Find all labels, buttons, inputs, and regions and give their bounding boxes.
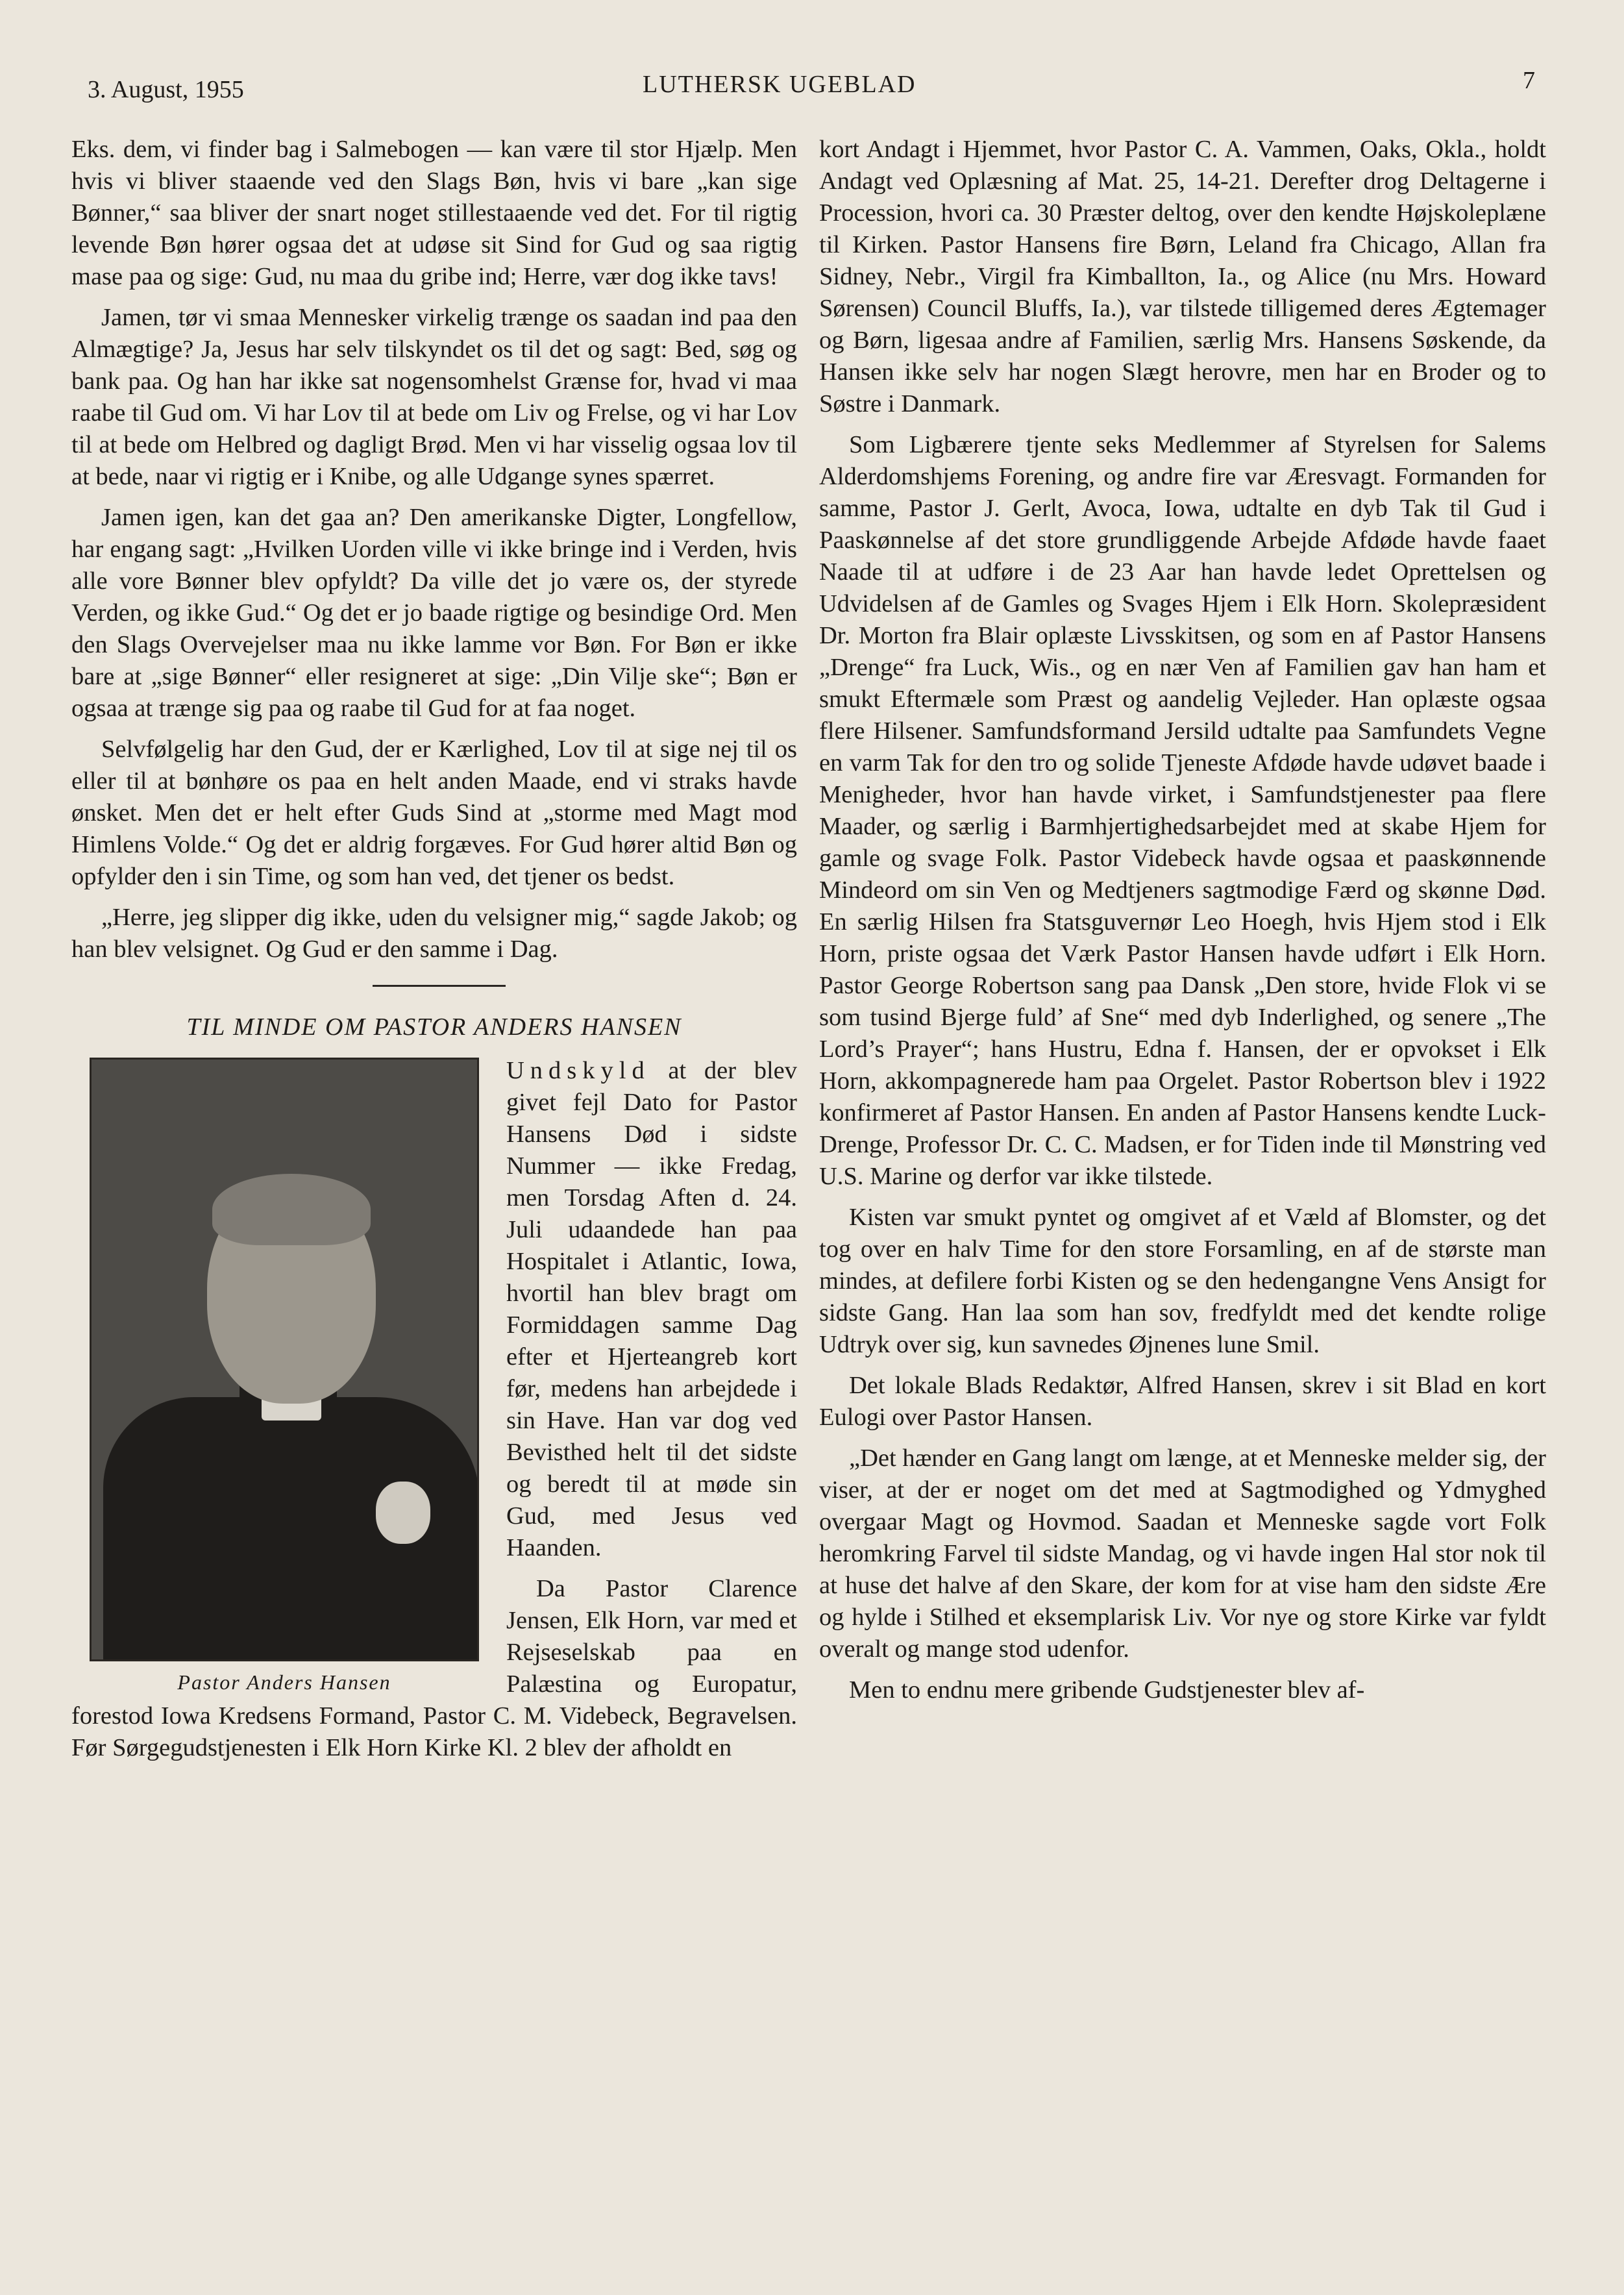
left-column xyxy=(71,134,797,1773)
portrait-photo xyxy=(90,1058,479,1661)
article-paragraph: Men to endnu mere gribende Gudstjenester blev af- xyxy=(849,1676,1365,1704)
publication-title: LUTHERSK UGEBLAD xyxy=(643,71,917,98)
article-paragraph: Eks. dem, vi finder bag i Salmebogen — kan være til stor Hjælp. Men hvis vi bliver staaende ved den Slags Bøn, hvis vi bare „kan sige Bønner,“ saa bliver der snart noget stillestaaende ved det. For til rigtig levende Bøn hører ogsaa det at udøse sit Sind for Gud og saa rigtig mase paa og sige: Gud, nu maa du gribe ind; Herre, vær dog ikke tavs! xyxy=(71,136,797,290)
photo-caption: Pastor Anders Hansen xyxy=(177,1670,391,1694)
article-paragraph: Kisten var smukt pyntet og omgivet af et Væld af Blomster, og det tog over en halv Time for den store Forsamling, en af de største man mindes, at defilere forbi Kisten og se den hedengangne Vens Ansigt for sidste Gang. Han laa som han sov, fredfyldt med det kendte rolige Udtryk over sig, kun savnedes Øjnenes lune Smil. xyxy=(819,1204,1546,1358)
portrait-figure xyxy=(90,1058,479,1698)
article-paragraph: kort Andagt i Hjemmet, hvor Pastor C. A. Vammen, Oaks, Okla., holdt Andagt ved Oplæsning af Mat. 25, 14-21. Derefter drog Deltagerne i Procession, hvori ca. 30 Præster deltog, over den kendte Højskoleplæne til Kirken. Pastor Hansens fire Børn, Leland fra Chicago, Allan fra Sidney, Nebr., Virgil fra Kimballton, Ia., og Alice (nu Mrs. Howard Sørensen) Council Bluffs, Ia.), var tilstede tilligemed deres Ægtemager og Børn, ligesaa andre af Familien, særlig Mrs. Hansens Søskende, da Hansen ikke selv har nogen Slægt herovre, men har en Broder og to Søstre i Danmark. xyxy=(819,136,1546,417)
right-column xyxy=(819,134,1546,1715)
article-paragraph: Jamen, tør vi smaa Mennesker virkelig trænge os saadan ind paa den Almægtige? Ja, Jesus har selv tilskyndet os til det og sagt: Bed, søg og bank paa. Og han har ikke sat nogensomhelst Grænse for, hvad vi maa raabe til Gud om. Vi har Lov til at bede om Liv og Frelse, og vi har Lov til at bede om Helbred og dagligt Brød. Men vi har visselig ogsaa lov til at bede, naar vi rigtig er i Knibe, og alle Udgange synes spærret. xyxy=(71,304,797,490)
flower-icon xyxy=(376,1482,430,1544)
section-divider xyxy=(373,985,506,987)
article-paragraph: Selvfølgelig har den Gud, der er Kærlighed, Lov til at sige nej til os eller til at bønhøre os paa en helt anden Maade, end vi straks havde ønsket. Men det er helt efter Guds Sind at „storme med Magt mod Himlens Volde.“ Og det er aldrig forgæves. For Gud hører altid Bøn og opfylder den i sin Time, og som han ved, det tjener os bedst. xyxy=(71,736,797,890)
article-paragraph: „Det hænder en Gang langt om længe, at et Menneske melder sig, der viser, at der er noget om det med at Sagtmodighed og Ydmyghed overgaar Magt og Hovmod. Saadan et Menneske sagde vort Folk heromkring Farvel til sidste Mandag, og vi havde ingen Hal stor nok til at huse det halve af den Skare, der kom for at vise ham den sidste Ære og hylde i Stilhed et eksemplarisk Liv. Vor nye og store Kirke var fyldt overalt og mange stod udenfor. xyxy=(819,1445,1546,1663)
article-paragraph: „Herre, jeg slipper dig ikke, uden du velsigner mig,“ sagde Jakob; og han blev velsignet. Og Gud er den samme i Dag. xyxy=(71,904,797,963)
page-header xyxy=(88,66,1535,105)
article-paragraph: Det lokale Blads Redaktør, Alfred Hansen, skrev i sit Blad en kort Eulogi over Pastor Hansen. xyxy=(819,1372,1546,1431)
issue-date: 3. August, 1955 xyxy=(88,76,244,103)
memorial-lead-word: Undskyld xyxy=(506,1057,650,1084)
article-paragraph: Jamen igen, kan det gaa an? Den amerikanske Digter, Longfellow, har engang sagt: „Hvilken Uorden ville vi ikke bringe ind i Verden, hvis alle vore Bønner blev opfyldt? Da ville det jo være os, der styrede Verden, og ikke Gud.“ Og det er jo baade rigtige og besindige Ord. Men den Slags Overvejelser maa nu ikke lamme vor Bøn. For Bøn er ikke bare at „sige Bønner“ eller resigneret at sige: „Din Vilje ske“; Bøn er ogsaa at trænge sig paa og raabe til Gud for at faa noget. xyxy=(71,504,797,722)
article-paragraph: Som Ligbærere tjente seks Medlemmer af Styrelsen for Salems Alderdomshjems Forening, og andre fire var Æresvagt. Formanden for samme, Pastor J. Gerlt, Avoca, Iowa, udtalte en dyb Tak til Gud i Paaskønnelse af det store grundliggende Arbejde Afdøde havde faaet Naade til at udføre i de 23 Aar han havde ledet Oprettelsen og Udvidelsen af de Gamles og Svages Hjem i Elk Horn. Skolepræsident Dr. Morton fra Blair oplæste Livsskitsen, og som en af Pastor Hansens „Drenge“ fra Luck, Wis., og en nær Ven af Familien gav han ham et smukt Eftermæle som Præst og aandelig Vejleder. Han oplæste ogsaa flere Hilsener. Samfundsformand Jersild udtalte paa Samfundets Vegne en varm Tak for den tro og solide Tjeneste Afdøde havde udøvet baade i Menigheder, hvor han havde virket, i Samfundstjenester paa flere Maader, og særlig i Barmhjertighedsarbejdet med at skabe Hjem for gamle og svage Folk. Pastor Videbeck havde ogsaa et paaskønnende Mindeord om sin Ven og Medtjeners sagtmodige Færd og skønne Død. En særlig Hilsen fra Statsguvernør Leo Hoegh, hvis Hjem stod i Elk Horn, priste ogsaa det Værk Pastor Hansen havde udført i Elk Horn. Pastor George Robertson sang paa Dansk „Den store, hvide Flok vi se som tusind Bjerge fuld’ af Sne“ med dyb Inderlighed, og senere „The Lord’s Prayer“; hans Hustru, Edna f. Hansen, der er opvokset i Elk Horn, akkompagnerede ham paa Orgelet. Pastor Robertson blev i 1922 konfirmeret af Pastor Hansen. En anden af Pastor Hansens kendte Luck-Drenge, Professor Dr. C. C. Madsen, er for Tiden inde til Mønstring ved U.S. Marine og derfor var ikke tilstede. xyxy=(819,431,1546,1190)
memorial-text: at der blev givet fejl Dato for Pastor Hansens Død i sidste Nummer — ikke Fredag, men Torsdag Aften d. 24. Juli udaandede han paa Hospitalet i Atlantic, Iowa, hvortil han blev bragt om Formiddagen samme Dag efter et Hjerteangreb kort før, medens han arbejdede i sin Have. Han var dog ved Bevisthed helt til det sidste og beredt til at møde sin Gud, med Jesus ved Haanden. xyxy=(506,1057,797,1561)
memorial-heading: TIL MINDE OM PASTOR ANDERS HANSEN xyxy=(186,1013,682,1041)
page-number: 7 xyxy=(1523,67,1535,94)
memorial-paragraph-2: Da Pastor Clarence Jensen, Elk Horn, var med et Rejseselskab paa en Palæstina og Europatur, forestod Iowa Kredsens Formand, Pastor C. M. Videbeck, Begravelsen. Før Sørgegudstjenesten i Elk Horn Kirke Kl. 2 blev der afholdt en xyxy=(71,1575,797,1761)
